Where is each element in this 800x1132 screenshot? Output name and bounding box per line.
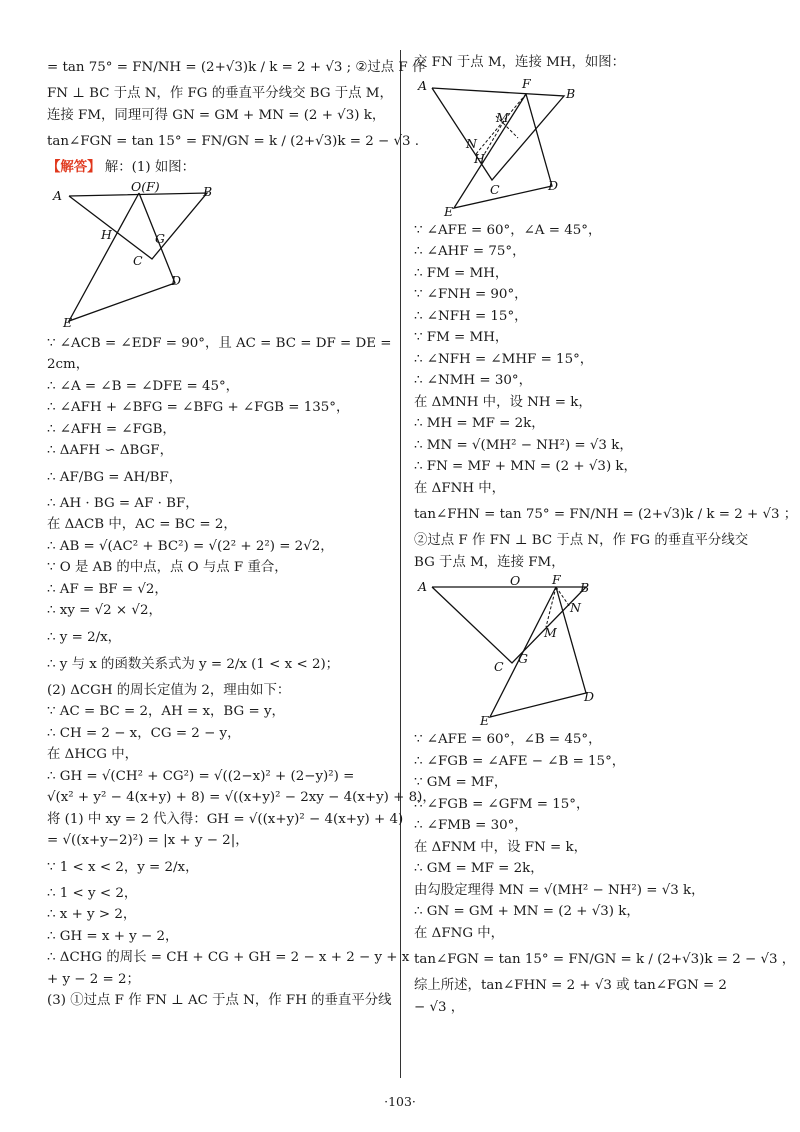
text-line: √(x² + y² − 4(x+y) + 8) = √((x+y)² − 2xy − 4(x+y) + 8)， [47, 790, 436, 805]
text-line: 解：(1) 如图： [104, 160, 196, 175]
text-line: ∴ FM = MH， [414, 265, 509, 281]
text-line: ∴ AB = √(AC² + BC²) = √(2² + 2²) = 2√2， [47, 538, 334, 554]
label-a: A [53, 187, 63, 203]
triangle-acb [432, 587, 586, 663]
text-line: ∴ ΔAFH ∽ ΔBGF， [47, 443, 173, 458]
text-line: ∴ ∠FMB = 30°， [414, 818, 528, 833]
label-b: B [580, 580, 590, 595]
text-line: ∵ FM = MH， [414, 330, 509, 345]
text-line: ∵ ∠AFE = 60°，∠B = 45°， [414, 732, 602, 747]
figure-3 [414, 575, 614, 725]
text-line: ∴ y = 2/x， [47, 629, 122, 645]
label-o: O [510, 575, 521, 588]
text-line: ∴ ∠FGB = ∠GFM = 15°， [414, 796, 590, 812]
text-line: = tan 75° = FN/NH = (2+√3)k / k = 2 + √3 ; ②过点 F 作 [47, 60, 426, 75]
label-m: M [544, 625, 557, 640]
text-line: ∴ x + y > 2， [47, 907, 137, 922]
text-line: 在 ΔFNM 中，设 FN = k， [414, 839, 587, 855]
text-line: 将 (1) 中 xy = 2 代入得：GH = √((x+y)² − 4(x+y) + 4) [47, 811, 404, 827]
text-line: ∴ GH = x + y − 2， [47, 928, 179, 944]
answer-tag: 【解答】 [47, 159, 101, 175]
text-line: 在 ΔFNG 中， [414, 925, 505, 941]
text-line: tan∠FGN = tan 15° = FN/GN = k / (2+√3)k = 2 − √3 . [47, 134, 420, 149]
label-b: B [566, 85, 576, 101]
answer-heading [47, 157, 390, 179]
triangle-acb [69, 193, 207, 259]
text-line: ∴ ∠AFH = ∠FGB， [47, 421, 176, 437]
text-line: ∴ AF/BG = AH/BF， [47, 469, 183, 485]
text-line: (3) ①过点 F 作 FN ⊥ AC 于点 N，作 FH 的垂直平分线 [47, 993, 392, 1008]
text-line: 连接 FM，同理可得 GN = GM + MN = (2 + √3) k， [47, 107, 386, 123]
label-n: N [570, 600, 581, 615]
left-column [47, 52, 436, 1012]
text-line: ∵ ∠AFE = 60°，∠A = 45°， [414, 222, 602, 238]
text-line: tan∠FHN = tan 75° = FN/NH = (2+√3)k / k = 2 + √3 ； [414, 507, 798, 522]
text-line: 在 ΔHCG 中， [47, 747, 138, 762]
text-line: ∴ GN = GM + MN = (2 + √3) k， [414, 904, 640, 919]
label-h: H [474, 150, 485, 166]
label-d: D [584, 689, 595, 704]
text-line: ∵ ∠FNH = 90°， [414, 287, 528, 302]
label-a: A [418, 579, 428, 594]
text-line: ∴ AF = BF = √2， [47, 581, 168, 597]
text-line: BG 于点 M，连接 FM， [414, 554, 565, 570]
text-line: ∴ xy = √2 × √2， [47, 603, 162, 618]
label-m: M [496, 109, 509, 125]
text-line: 在 ΔACB 中，AC = BC = 2， [47, 517, 237, 532]
dashed-mh [482, 121, 504, 158]
page-number: ·103· [384, 1094, 416, 1109]
text-line: 在 ΔMNH 中，设 NH = k， [414, 394, 592, 410]
text-line: (2) ΔCGH 的周长定值为 2，理由如下： [47, 682, 291, 698]
text-line: ∴ 1 < y < 2， [47, 885, 138, 901]
label-f: F [552, 575, 561, 587]
text-line: ∵ GM = MF， [414, 775, 508, 790]
text-line: + y − 2 = 2； [47, 971, 140, 987]
text-line: ∴ AH · BG = AF · BF， [47, 495, 199, 511]
label-d: D [171, 272, 182, 288]
dashed-fn [556, 587, 570, 607]
text-line: ∴ ∠NFH = 15°， [414, 308, 528, 324]
text-line: ∴ FN = MF + MN = (2 + √3) k， [414, 459, 637, 474]
text-line: 在 ΔFNH 中， [414, 480, 506, 496]
text-line: ∴ y 与 x 的函数关系式为 y = 2/x (1 < x < 2)； [47, 656, 340, 672]
label-c: C [490, 181, 500, 197]
text-line: ②过点 F 作 FN ⊥ BC 于点 N，作 FG 的垂直平分线交 [414, 533, 749, 548]
text-line: 2cm， [47, 357, 90, 372]
label-f: F [522, 75, 531, 91]
column-divider [400, 50, 401, 1078]
label-c: C [494, 659, 504, 674]
dashed-fm [546, 587, 556, 627]
text-line: − √3 ， [414, 999, 465, 1015]
text-line: ∵ 1 < x < 2，y = 2/x， [47, 859, 199, 875]
text-line: ∴ MH = MF = 2k， [414, 416, 545, 431]
label-c: C [133, 252, 143, 268]
text-line: ∵ AC = BC = 2，AH = x，BG = y， [47, 704, 285, 719]
label-g: G [155, 230, 165, 246]
triangle-acb [432, 88, 564, 180]
text-line: ∴ GH = √(CH² + CG²) = √((2−x)² + (2−y)²) = [47, 768, 355, 784]
text-line: ∴ ΔCHG 的周长 = CH + CG + GH = 2 − x + 2 − y + x [47, 950, 410, 965]
figure-2 [414, 76, 614, 216]
text-line: ∴ MN = √(MH² − NH²) = √3 k， [414, 437, 633, 453]
text-line: ∴ CH = 2 − x，CG = 2 − y， [47, 725, 241, 741]
text-line: ∴ ∠FGB = ∠AFE − ∠B = 15°， [414, 753, 626, 769]
label-e: E [444, 203, 454, 216]
text-line: ∴ ∠NFH = ∠MHF = 15°， [414, 351, 594, 367]
text-line: 交 FN 于点 M，连接 MH，如图： [414, 55, 626, 70]
label-d: D [548, 177, 559, 193]
text-line: = √((x+y−2)²) = |x + y − 2|， [47, 833, 249, 848]
text-line: ∴ ∠AHF = 75°， [414, 244, 526, 259]
text-line: ∴ ∠NMH = 30°， [414, 373, 532, 388]
label-b: B [203, 183, 213, 199]
text-line: 综上所述，tan∠FHN = 2 + √3 或 tan∠FGN = 2 [414, 978, 727, 993]
text-line: 由勾股定理得 MN = √(MH² − NH²) = √3 k， [414, 882, 705, 898]
text-line: ∵ O 是 AB 的中点，点 O 与点 F 重合， [47, 560, 288, 575]
text-line: ∴ GM = MF = 2k， [414, 861, 544, 876]
label-of: O(F) [131, 180, 160, 194]
text-line: ∴ ∠A = ∠B = ∠DFE = 45°， [47, 378, 240, 394]
text-line: tan∠FGN = tan 15° = FN/GN = k / (2+√3)k = 2 − √3 ， [414, 952, 796, 967]
right-column [414, 52, 798, 1018]
triangle-fde [69, 193, 175, 321]
text-line: FN ⊥ BC 于点 N，作 FG 的垂直平分线交 BG 于点 M， [47, 86, 393, 101]
label-g: G [518, 651, 528, 666]
label-n: N [466, 135, 477, 151]
text-line: ∵ ∠ACB = ∠EDF = 90°，且 AC = BC = DF = DE = [47, 335, 392, 351]
label-a: A [418, 77, 428, 93]
label-e: E [480, 713, 490, 725]
figure-1 [47, 181, 247, 329]
text-line: ∴ ∠AFH + ∠BFG = ∠BFG + ∠FGB = 135°， [47, 400, 350, 415]
label-e: E [63, 314, 73, 329]
label-h: H [101, 226, 112, 242]
